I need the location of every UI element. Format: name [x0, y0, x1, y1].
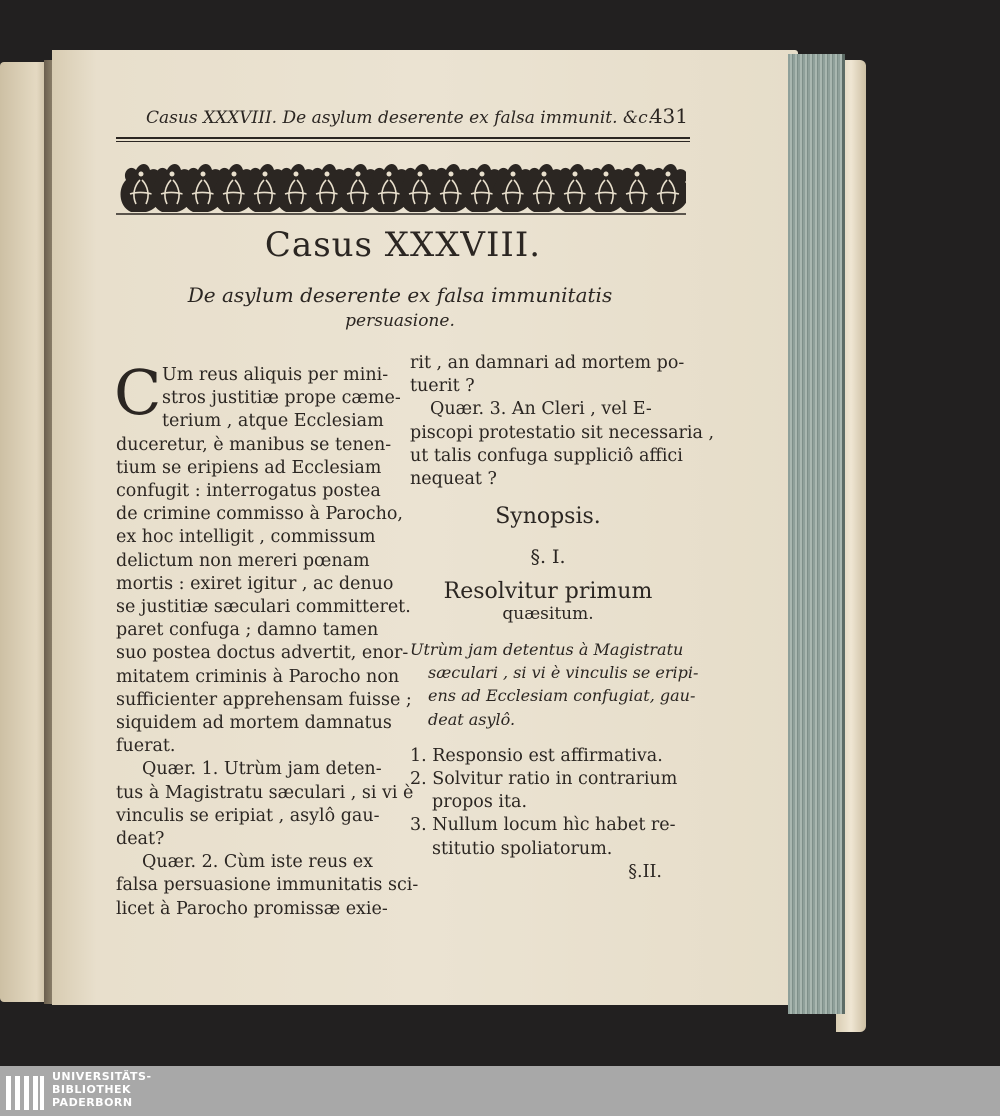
right-column	[410, 352, 715, 884]
text-line: ex hoc intelligit , commissum	[116, 527, 376, 548]
text-line: se justitiæ sæculari committeret.	[116, 597, 411, 618]
drop-cap: C	[114, 356, 162, 429]
question-line: Utrùm jam detentus à Magistratu	[410, 640, 684, 660]
text-line: delictum non mereri pœnam	[116, 550, 370, 571]
question-line: deat asylô.	[428, 709, 516, 729]
text-line: piscopi protestatio sit necessaria ,	[410, 422, 715, 443]
text-line: Um reus aliquis per mini-	[162, 365, 389, 385]
text-line: vinculis se eripiat , asylô gau-	[116, 805, 380, 826]
text-line: nequeat ?	[410, 469, 497, 490]
question-line: ens ad Ecclesiam confugiat, gau-	[428, 686, 696, 706]
library-logo-icon	[4, 1070, 46, 1112]
page-number: 431	[649, 104, 688, 128]
synopsis-heading: Synopsis.	[495, 504, 601, 530]
running-title: Casus XXXVIII. De asylum deserente ex falsa immunit. &c.	[146, 108, 653, 128]
text-line: duceretur, è manibus se tenen-	[116, 434, 392, 455]
library-name	[52, 1070, 152, 1109]
list-item: stitutio spoliatorum.	[432, 838, 613, 859]
running-header	[116, 104, 690, 138]
text-line: confugit : interrogatus postea	[116, 481, 381, 502]
text-line: siquidem ad mortem damnatus	[116, 713, 392, 734]
subtitle-line: persuasione.	[345, 311, 455, 331]
resolution-title: Resolvitur primum	[443, 578, 653, 604]
chapter-subtitle	[150, 282, 650, 334]
text-line: de crimine commisso à Parocho,	[116, 504, 403, 525]
text-line: suo postea doctus advertit, enor-	[116, 643, 409, 664]
text-line: sufficienter apprehensam fuisse ;	[116, 689, 412, 710]
library-line: PADERBORN	[52, 1096, 133, 1109]
left-column	[114, 356, 419, 921]
ornament-band	[116, 158, 686, 218]
text-line: fuerat.	[116, 736, 176, 757]
text-line: mortis : exiret igitur , ac denuo	[116, 573, 394, 594]
text-line: mitatem criminis à Parocho non	[116, 666, 400, 687]
text-line: deat?	[116, 829, 165, 850]
list-item: 2. Solvitur ratio in contrarium	[410, 769, 678, 790]
footer-bar	[0, 1066, 1000, 1116]
header-rule	[116, 137, 690, 142]
library-line: BIBLIOTHEK	[52, 1083, 132, 1096]
text-line: stros justitiæ prope cæme-	[162, 388, 401, 409]
text-line: Quær. 2. Cùm iste reus ex	[142, 852, 374, 873]
list-item: 1. Responsio est affirmativa.	[410, 745, 663, 766]
text-line: tus à Magistratu sæculari , si vi è	[116, 782, 414, 803]
question-line: sæculari , si vi è vinculis se eripi-	[428, 663, 699, 683]
text-line: ut talis confuga suppliciô affici	[410, 445, 683, 466]
library-line: UNIVERSITÄTS-	[52, 1070, 152, 1083]
catchword: §.II.	[628, 861, 662, 882]
list-item: 3. Nullum locum hìc habet re-	[410, 815, 676, 836]
list-item: propos ita.	[432, 792, 528, 813]
subtitle-line: De asylum deserente ex falsa immunitatis	[187, 283, 613, 307]
resolution-subtitle: quæsitum.	[502, 603, 594, 624]
text-line: paret confuga ; damno tamen	[116, 620, 379, 641]
text-line: tium se eripiens ad Ecclesiam	[116, 457, 382, 478]
page-edges	[788, 54, 845, 1014]
section-marker: §. I.	[530, 546, 566, 569]
text-line: tuerit ?	[410, 376, 475, 397]
chapter-title: Casus XXXVIII.	[264, 225, 542, 265]
text-line: Quær. 3. An Cleri , vel E-	[430, 399, 652, 420]
text-line: Quær. 1. Utrùm jam deten-	[142, 759, 382, 780]
text-line: terium , atque Ecclesiam	[162, 411, 384, 432]
text-line: rit , an damnari ad mortem po-	[410, 353, 685, 373]
text-line: falsa persuasione immunitatis sci-	[116, 875, 419, 896]
text-line: licet à Parocho promissæ exie-	[116, 898, 388, 919]
